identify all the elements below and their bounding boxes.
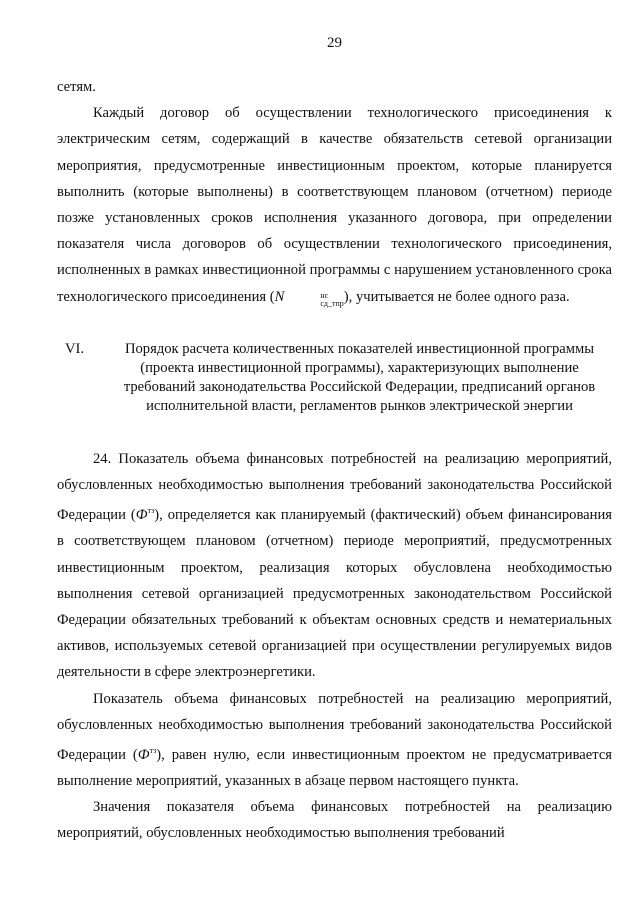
formula-indices <box>284 292 343 308</box>
formula-ftz <box>136 507 155 523</box>
paragraph-text: 24. Показатель объема финансовых потребностей на реализацию мероприятий, обусловленных необходимостью выполнения требований законодательства Российской Федерации ( <box>57 450 612 524</box>
formula-symbol: Ф <box>137 746 150 763</box>
paragraph-text-end: ), учитывается не более одного раза. <box>343 288 570 305</box>
formula-superscript: нс <box>320 290 329 300</box>
paragraph-zero-value <box>57 686 612 795</box>
paragraph-text-end: ), равен нулю, если инвестиционным проектом не предусматривается выполнение мероприятий, указанных в абзаце первом настоящего пункта. <box>57 746 613 789</box>
paragraph-values: Значения показателя объема финансовых потребностей на реализацию мероприятий, обусловленных необходимостью выполнения требований <box>57 799 612 842</box>
formula-subscript: сд_тпр <box>320 298 344 308</box>
paragraph-text-end: ), определяется как планируемый (фактический) объем финансирования в соответствующем плановом (отчетном) периоде мероприятий, предусмотренных инвестиционным проектом, реализация которых обусловлена необходимостью выполнения сетевой организацией предусмотренных законодательством Российской Федерации обязательных требований к объектам основных средств и нематериальных активов, используемых сетевой организацией при осуществлении регулируемых видов деятельности в сфере электроэнергетики. <box>57 507 612 681</box>
section-title: Порядок расчета количественных показателей инвестиционной программы (проекта инвестиционной программы), характеризующих выполнение требований законодательства Российской Федерации, предписаний органов исполнительной власти, регламентов рынков электрической энергии <box>123 340 596 414</box>
paragraph-24 <box>57 446 612 686</box>
page-number: 29 <box>327 35 342 51</box>
formula-superscript: тз <box>147 506 155 516</box>
formula-ftz <box>138 747 157 763</box>
formula-superscript: тз <box>149 745 157 755</box>
paragraph-continuation: сетям. <box>57 79 96 95</box>
formula-symbol: N <box>274 288 285 305</box>
paragraph-text: Каждый договор об осуществлении технологического присоединения к электрическим сетям, содержащий в качестве обязательств сетевой организации мероприятия, предусмотренные инвестиционным проектом, которые планируется выполнить (которые выполнены) в соответствующем плановом (отчетном) периоде позже установленных сроков исполнения указанного договора, при определении показателя числа договоров об осуществлении технологического присоединения, исполненных в рамках инвестиционной программы с нарушением установленного срока технологического присоединения ( <box>57 105 612 305</box>
formula-nns <box>274 288 344 308</box>
section-number: VI. <box>65 340 85 357</box>
formula-symbol: Ф <box>135 507 148 524</box>
paragraph-text: Показатель объема финансовых потребностей на реализацию мероприятий, обусловленных необходимостью выполнения требований законодательства Российской Федерации ( <box>57 690 612 763</box>
paragraph-contract-count <box>57 100 612 310</box>
section-heading <box>57 340 612 416</box>
